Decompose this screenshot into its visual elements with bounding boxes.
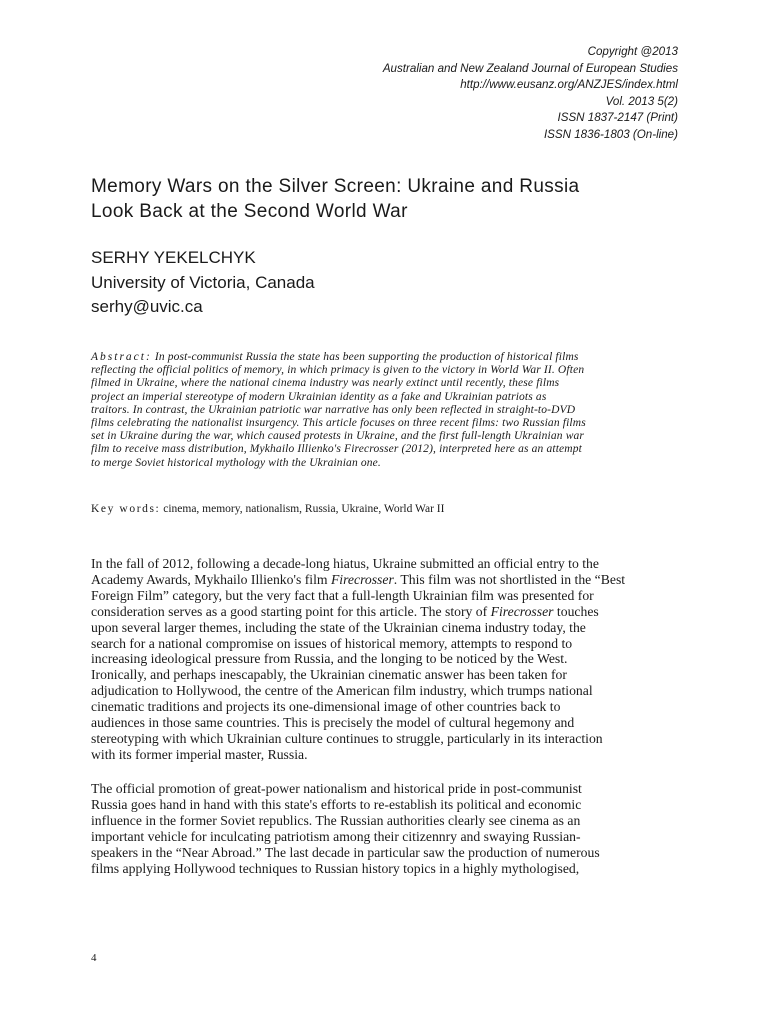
body-paragraph-2 xyxy=(91,781,691,876)
paragraph-line: In the fall of 2012, following a decade-long hiatus, Ukraine submitted an official entry to the xyxy=(91,556,599,571)
abstract-line: project an imperial stereotype of modern Ukrainian identity as a fake and Ukrainian patriots as xyxy=(91,390,547,403)
paragraph-line: search for a national compromise on issues of historical memory, attempts to respond to xyxy=(91,635,573,651)
journal-url: http://www.eusanz.org/ANZJES/index.html xyxy=(460,78,678,92)
issn-print: ISSN 1837-2147 (Print) xyxy=(557,111,678,125)
page-number: 4 xyxy=(91,952,97,964)
abstract-line: reflecting the official politics of memory, in which primacy is given to the victory in World War II. Often xyxy=(91,364,585,377)
paragraph-line: upon several larger themes, including the state of the Ukrainian cinema industry today, the xyxy=(91,619,586,635)
abstract-line: film to receive mass distribution, Mykhailo Illienko's Firecrosser (2012), interpreted here as an attempt xyxy=(91,443,583,456)
paragraph-line xyxy=(91,604,691,620)
paragraph-line: Ironically, and perhaps inescapably, the Ukrainian cinematic answer has been taken for xyxy=(91,667,567,683)
volume-line: Vol. 2013 5(2) xyxy=(605,94,678,108)
abstract-line: set in Ukraine during the war, which caused protests in Ukraine, and the first full-length Ukrainian war xyxy=(91,430,585,443)
abstract-line: films celebrating the nationalist insurgency. This article focuses on three recent films: two Russian films xyxy=(91,417,586,430)
journal-header xyxy=(383,44,678,144)
paragraph-line: influence in the former Soviet republics. The Russian authorities clearly see cinema as an xyxy=(91,812,581,828)
abstract xyxy=(91,351,691,470)
article-title xyxy=(91,174,691,224)
text-span: touches xyxy=(553,603,599,619)
paragraph-line: Russia goes hand in hand with this state's efforts to re-establish its political and economic xyxy=(91,796,582,812)
paragraph-line: increasing ideological pressure from Russia, and the longing to be noticed by the West. xyxy=(91,651,568,667)
title-line: Memory Wars on the Silver Screen: Ukraine and Russia xyxy=(91,176,580,197)
paragraph-line: important vehicle for inculcating patriotism among their citizennry and swaying Russian- xyxy=(91,828,581,844)
keywords-text: cinema, memory, nationalism, Russia, Ukraine, World War II xyxy=(160,503,445,515)
copyright-line: Copyright @2013 xyxy=(587,45,678,58)
paragraph-line: speakers in the “Near Abroad.” The last decade in particular saw the production of numerous xyxy=(91,844,600,860)
title-line: Look Back at the Second World War xyxy=(91,201,408,222)
paragraph-line: adjudication to Hollywood, the centre of the American film industry, which trumps national xyxy=(91,683,593,699)
abstract-line: to merge Soviet historical mythology with the Ukrainian one. xyxy=(91,456,381,469)
author-affiliation: University of Victoria, Canada xyxy=(91,272,315,292)
abstract-text: In post-communist Russia the state has been supporting the production of historical films xyxy=(151,351,579,363)
film-title: Firecrosser xyxy=(490,603,554,619)
paragraph-line: Foreign Film” category, but the very fact that a full-length Ukrainian film was presented for xyxy=(91,587,594,603)
abstract-line: traitors. In contrast, the Ukrainian patriotic war narrative has only been reflected in straight-to-DVD xyxy=(91,403,576,416)
abstract-label: Abstract: xyxy=(91,351,152,363)
body-paragraph-1 xyxy=(91,556,691,763)
text-span: Academy Awards, Mykhailo Illienko's film xyxy=(91,571,331,587)
keywords xyxy=(91,502,444,516)
keywords-label: Key words: xyxy=(91,503,161,515)
issn-online: ISSN 1836-1803 (On-line) xyxy=(543,127,678,141)
abstract-line: filmed in Ukraine, where the national cinema industry was nearly extinct until recently, these films xyxy=(91,377,560,390)
text-span: consideration serves as a good starting point for this article. The story of xyxy=(91,603,491,619)
paragraph-line xyxy=(91,572,691,588)
paragraph-line: films applying Hollywood techniques to Russian history topics in a highly mythologised, xyxy=(91,860,580,876)
author-block xyxy=(91,246,315,320)
paragraph-line: The official promotion of great-power nationalism and historical pride in post-communist xyxy=(91,781,582,796)
author-name: SERHY YEKELCHYK xyxy=(91,248,256,267)
paragraph-line: stereotyping with which Ukrainian culture continues to struggle, particularly in its interaction xyxy=(91,730,603,746)
paragraph-line: with its former imperial master, Russia. xyxy=(91,746,308,762)
abstract-line xyxy=(91,351,691,364)
text-span: . This film was not shortlisted in the “Best xyxy=(393,571,626,587)
film-title: Firecrosser xyxy=(330,571,394,587)
journal-name: Australian and New Zealand Journal of European Studies xyxy=(382,61,678,75)
author-email: serhy@uvic.ca xyxy=(91,297,203,316)
paragraph-line: cinematic traditions and projects its one-dimensional image of other countries back to xyxy=(91,699,561,715)
paragraph-line: audiences in those same countries. This is precisely the model of cultural hegemony and xyxy=(91,715,575,731)
